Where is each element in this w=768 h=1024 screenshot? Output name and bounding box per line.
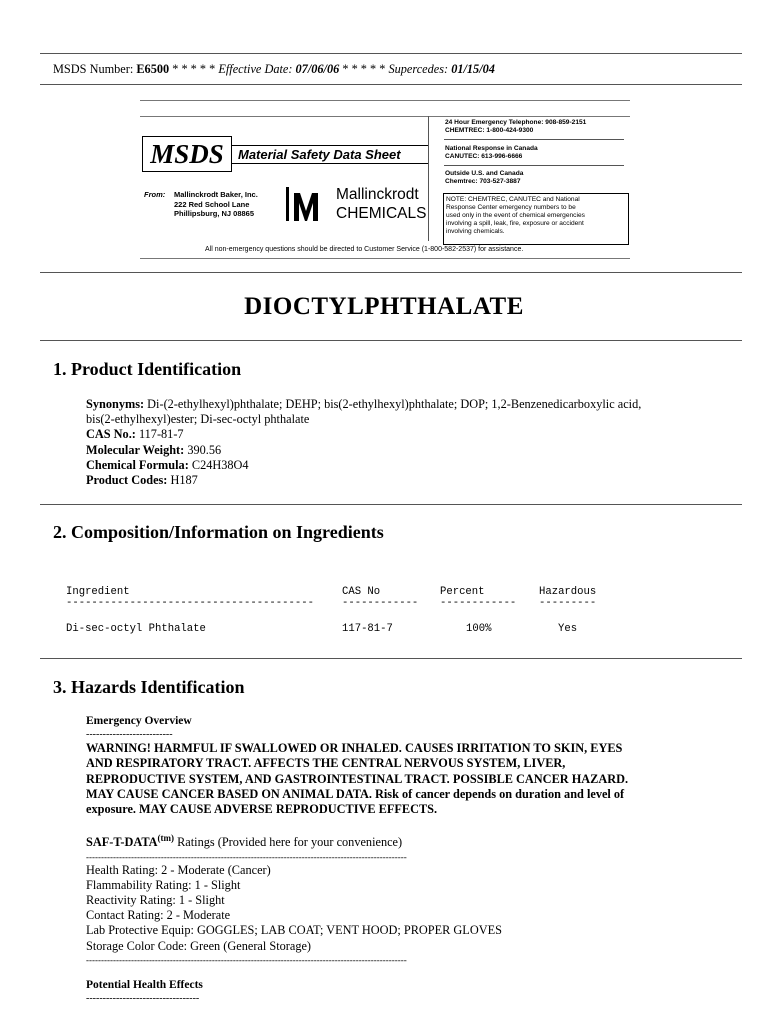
col-dashes: --------- (539, 597, 597, 609)
msds-number-label: MSDS Number: (53, 62, 134, 76)
lab-protective-equip: Lab Protective Equip: GOGGLES; LAB COAT; VENT HOOD; PROPER GLOVES (86, 923, 502, 938)
trademark-mark: (tm) (157, 833, 175, 844)
section-2-heading: 2. Composition/Information on Ingredients (53, 522, 384, 542)
table-cell-percent: 100% (466, 623, 492, 635)
cas-value: 117-81-7 (138, 427, 184, 442)
warning-line: REPRODUCTIVE SYSTEM, AND GASTROINTESTINAL TRACT. POSSIBLE CANCER HAZARD. (86, 771, 629, 786)
warning-line: WARNING! HARMFUL IF SWALLOWED OR INHALED. CAUSES IRRITATION TO SKIN, EYES (86, 741, 623, 756)
separator-stars: * * * * * (342, 62, 386, 76)
codes-line (86, 473, 726, 488)
cas-label: CAS No.: (86, 427, 136, 442)
note-line: NOTE: CHEMTREC, CANUTEC and National (446, 196, 580, 203)
product-codes-value: H187 (170, 473, 198, 488)
warning-line: exposure. MAY CAUSE ADVERSE REPRODUCTIVE EFFECTS. (86, 802, 438, 817)
storage-color-code: Storage Color Code: Green (General Storage) (86, 938, 312, 953)
synonyms-line (86, 397, 726, 412)
col-header-cas: CAS No (342, 586, 381, 598)
company-street: 222 Red School Lane (174, 199, 250, 209)
col-dashes: ------------ (342, 597, 419, 609)
molecular-weight-value: 390.56 (187, 442, 222, 457)
ratings-rule-top: ----------------------------------------------------------------------------------------------------------- (86, 851, 407, 862)
logo-text-line1: Mallinckrodt (336, 186, 419, 203)
table-cell-ingredient: Di-sec-octyl Phthalate (66, 623, 206, 635)
outside-label: Outside U.S. and Canada (445, 170, 524, 177)
canada-phones (445, 145, 538, 161)
overview-dashes: -------------------------- (86, 729, 173, 741)
company-name: Mallinckrodt Baker, Inc. (174, 190, 258, 199)
warning-line: MAY CAUSE CANCER BASED ON ANIMAL DATA. Risk of cancer depends on duration and level of (86, 786, 625, 801)
supercedes-date: 01/15/04 (451, 62, 495, 76)
section-rule (40, 340, 742, 341)
note-line: Response Center emergency numbers to be (446, 204, 576, 211)
section-rule (40, 658, 742, 659)
section-3-heading: 3. Hazards Identification (53, 677, 245, 697)
banner-rule (444, 139, 624, 140)
customer-service-note: All non-emergency questions should be directed to Customer Service (1-800-582-2537) for assistance. (205, 246, 524, 253)
formula-label: Chemical Formula: (86, 457, 189, 472)
effective-date: 07/06/06 (295, 62, 340, 76)
msds-header-line (53, 62, 495, 77)
banner-rule (444, 165, 624, 166)
banner-divider (428, 116, 429, 241)
note-box (443, 193, 629, 245)
saf-t-data-note: Ratings (Provided here for your convenience) (174, 835, 403, 850)
chemtrec-intl-phone: Chemtrec: 703-527-3887 (445, 178, 521, 185)
flammability-rating: Flammability Rating: 1 - Slight (86, 877, 241, 892)
section-1-heading: 1. Product Identification (53, 359, 242, 379)
contact-rating: Contact Rating: 2 - Moderate (86, 908, 231, 923)
effective-date-label: Effective Date: (218, 62, 293, 76)
note-line: used only in the event of chemical emergencies (446, 212, 585, 219)
warning-text (86, 741, 736, 817)
formula-line (86, 458, 726, 473)
section-rule (40, 504, 742, 505)
col-dashes: ------------ (440, 597, 517, 609)
outside-phones (445, 170, 523, 186)
reactivity-rating: Reactivity Rating: 1 - Slight (86, 892, 225, 907)
company-city: Phillipsburg, NJ 08865 (174, 209, 255, 218)
potential-health-effects-label: Potential Health Effects (86, 978, 203, 991)
formula-value: C24H38O4 (191, 457, 249, 472)
saf-t-data-line (86, 831, 736, 850)
supercedes-label: Supercedes: (388, 62, 449, 76)
product-codes-label: Product Codes: (86, 473, 168, 488)
col-header-hazardous: Hazardous (539, 586, 597, 598)
synonyms-label: Synonyms: (86, 397, 145, 411)
hazards-content (86, 714, 736, 1005)
canutec-phone: CANUTEC: 613-996-6666 (445, 153, 523, 160)
logo-text-line2: CHEMICALS (336, 205, 427, 222)
health-dashes: ---------------------------------- (86, 992, 200, 1004)
saf-t-data-label: SAF-T-DATA (86, 835, 158, 850)
warning-line: AND RESPIRATORY TRACT. AFFECTS THE CENTRAL NERVOUS SYSTEM, LIVER, (86, 756, 566, 771)
banner-rule (140, 116, 630, 117)
section-rule (40, 272, 742, 273)
msds-number: E6500 (136, 62, 170, 76)
emergency-overview-label: Emergency Overview (86, 715, 192, 727)
company-address (174, 190, 258, 219)
header-rule (40, 84, 742, 85)
msds-full-title: Material Safety Data Sheet (232, 145, 429, 164)
ratings-list (86, 863, 736, 954)
note-line: involving chemicals. (446, 228, 505, 235)
msds-logo-box: MSDS (142, 136, 232, 172)
col-header-percent: Percent (440, 586, 485, 598)
col-header-ingredient: Ingredient (66, 586, 130, 598)
canada-label: National Response in Canada (445, 145, 538, 152)
banner-bottom-rule (140, 258, 630, 259)
table-cell-cas: 117-81-7 (342, 623, 393, 635)
synonyms-value: Di-(2-ethylhexyl)phthalate; DEHP; bis(2-ethylhexyl)phthalate; DOP; 1,2-Benzenedicarboxylic acid, (147, 397, 642, 411)
note-line: involving a spill, leak, fire, exposure or accident (446, 220, 584, 227)
health-rating: Health Rating: 2 - Moderate (Cancer) (86, 862, 271, 877)
table-cell-hazardous: Yes (558, 623, 578, 635)
page-title: DIOCTYLPHTHALATE (244, 293, 524, 320)
chemtrec-phone: CHEMTREC: 1-800-424-9300 (445, 127, 534, 134)
emergency-phones (445, 119, 586, 135)
synonyms-value-cont: bis(2-ethylhexyl)ester; Di-sec-octyl phthalate (86, 412, 310, 427)
molecular-weight-label: Molecular Weight: (86, 442, 185, 457)
separator-stars: * * * * * (172, 62, 216, 76)
mallinckrodt-logo-icon (284, 185, 330, 223)
cas-line (86, 427, 726, 442)
banner-top-rule (140, 100, 630, 101)
top-rule (40, 53, 742, 54)
emergency-telephone: 24 Hour Emergency Telephone: 908-859-2151 (445, 119, 587, 126)
from-label: From: (144, 190, 166, 199)
ratings-rule-bottom: ----------------------------------------------------------------------------------------------------------- (86, 954, 407, 965)
col-dashes: --------------------------------------- (66, 597, 314, 609)
product-identification (86, 397, 726, 488)
mw-line (86, 443, 726, 458)
